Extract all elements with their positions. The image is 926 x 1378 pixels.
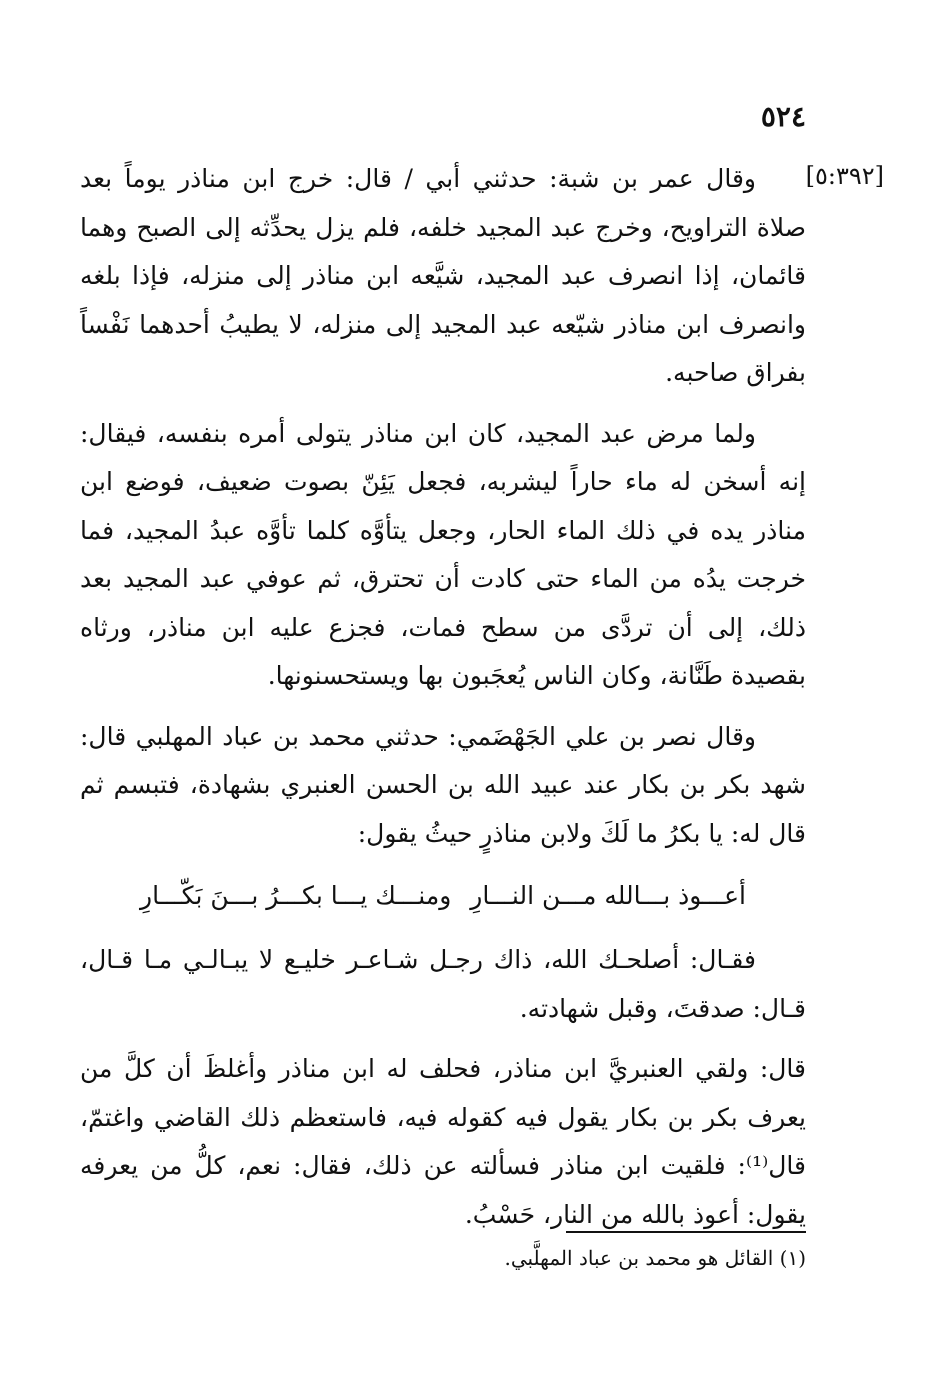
- paragraph-5: قال: ولقي العنبريَّ ابن مناذر، فحلف له ابن مناذر وأغلظَ أن كلَّ من يعرف بكر بن بكار يقول فيه كقوله فيه، فاستعظم ذلك القاضي واغتمّ، قال⁽¹⁾: فلقيت ابن مناذر فسألته عن ذلك، فقال: نعم، كلُّ من يعرفه يقول: أعوذ بالله من النار، حَسْبُ.: [80, 1054, 806, 1229]
- margin-reference: [٥:٣٩٢]: [805, 162, 884, 190]
- body-text: [80, 155, 806, 1239]
- paragraph-3: وقال نصر بن علي الجَهْضَمي: حدثني محمد بن عباد المهلبي قال: شهد بكر بن بكار عند عبيد الله بن الحسن العنبري بشهادة، فتبسم ثم قال له: يا بكرُ ما لَكَ ولابن مناذرٍ حيثُ يقول:: [80, 721, 806, 848]
- paragraph-2: ولما مرض عبد المجيد، كان ابن مناذر يتولى أمره بنفسه، فيقال: إنه أسخن له ماء حاراً ليشربه، فجعل يَئِنّ بصوت ضعيف، فوضع ابن مناذر يده في ذلك الماء الحار، وجعل يتأوَّه كلما تأوَّه عبدُ المجيد، فما خرجت يدُه من الماء حتى كادت أن تحترق، ثم عوفي عبد المجيد بعد ذلك، إلى أن تردَّى من سطح فمات، فجزع عليه ابن مناذر، ورثاه بقصيدة طَنَّانة، وكان الناس يُعجَبون بها ويستحسنونها.: [80, 418, 806, 690]
- footnote-divider: [566, 1231, 806, 1233]
- paragraph-1: وقال عمر بن شبة: حدثني أبي / قال: خرج ابن مناذر يوماً بعد صلاة التراويح، وخرج عبد المجيد خلفه، فلم يزل يحدِّثه إلى الصبح وهما قائمان، إذا انصرف عبد المجيد، شيَّعه ابن مناذر إلى منزله، فإذا بلغه وانصرف ابن مناذر شيّعه عبد المجيد إلى منزله، لا يطيبُ أحدهما نَفْساً بفراق صاحبه.: [80, 164, 806, 387]
- verse-first-hemistich: أعـــوذ بـــالله مـــن النـــارِ: [470, 881, 746, 910]
- footnote: (١) القائل هو محمد بن عباد المهلَّبي.: [504, 1246, 806, 1270]
- verse-second-hemistich: ومنـــك يـــا بكـــرُ بـــنَ بَكّـــارِ: [140, 881, 452, 910]
- page-number: ٥٢٤: [760, 100, 806, 133]
- paragraph-4: فقـال: أصلحـك الله، ذاك رجـل شـاعـر خليـع لا يبـالـي مـا قـال، قـال: صدقتَ، وقبل شهادته.: [80, 945, 806, 1023]
- poem-verse: [140, 872, 746, 920]
